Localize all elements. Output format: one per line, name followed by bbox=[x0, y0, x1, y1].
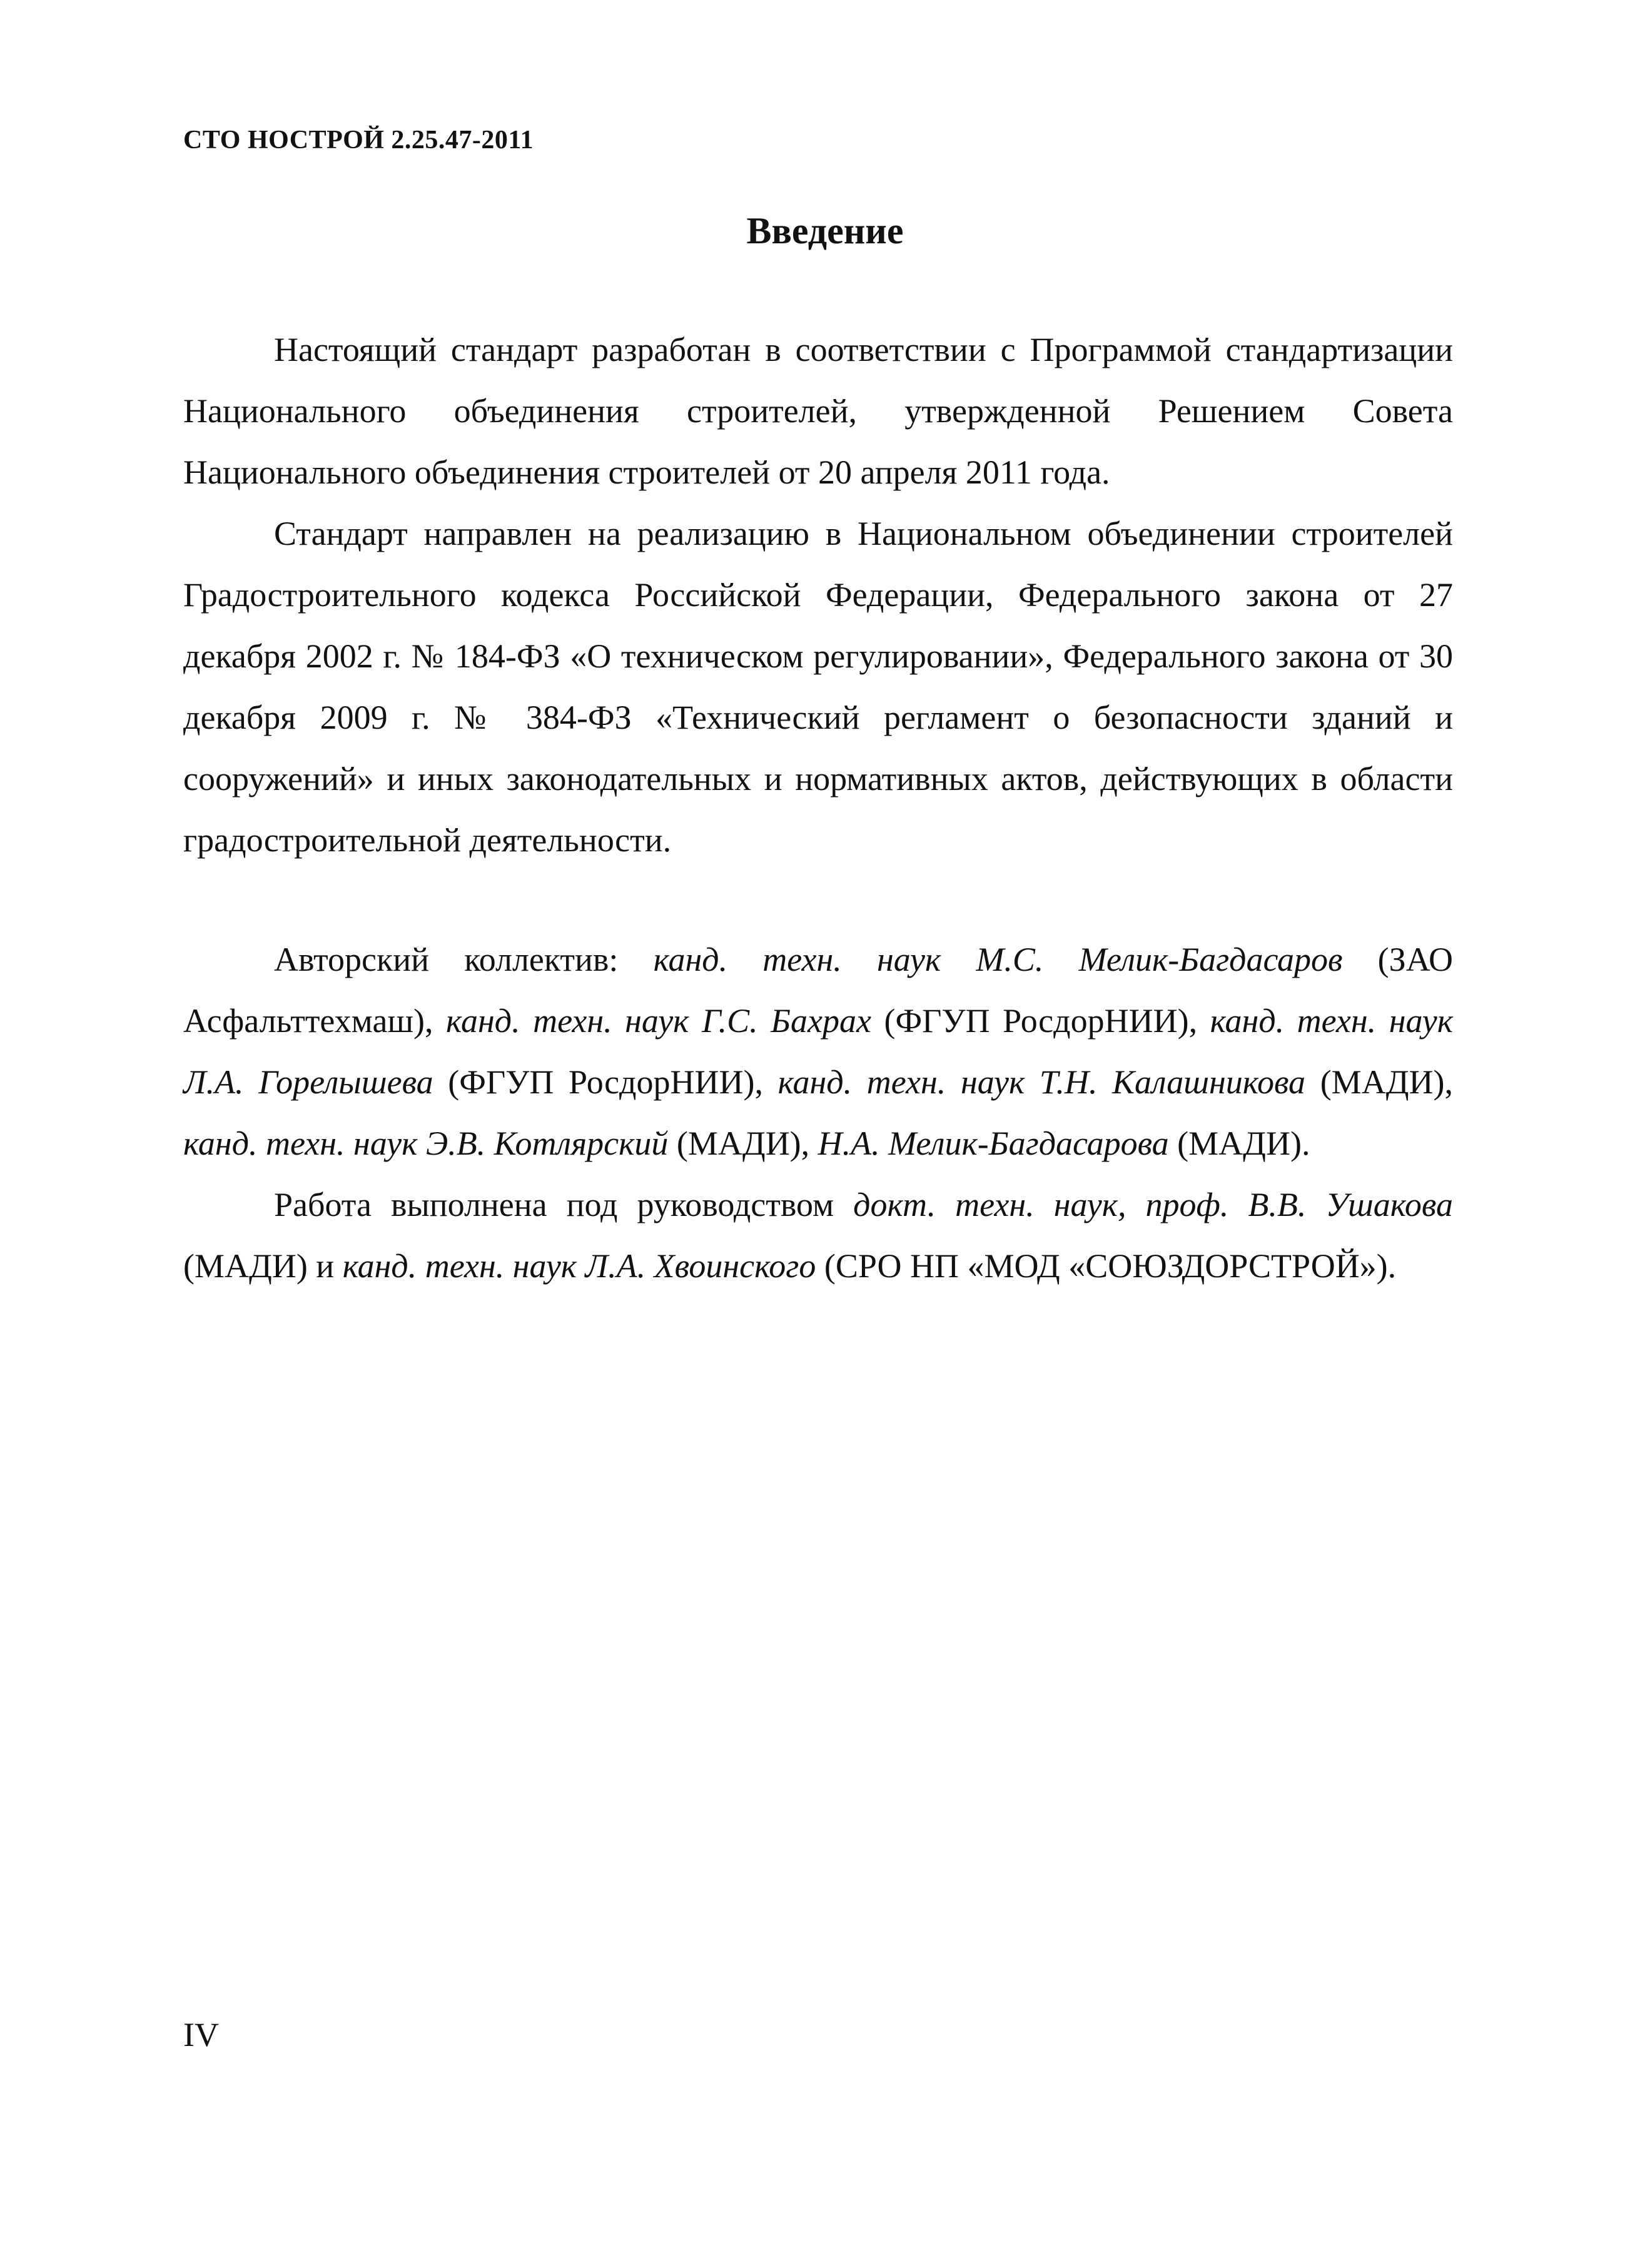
paragraph-purpose: Стандарт направлен на реализацию в Национальном объединении строителей Градостроительного кодекса Российской Федерации, Федерального закона от 27 декабря 2002 г. № 184-ФЗ «О техническом регулировании», Федерального закона от 30 декабря 2009 г. № 384-ФЗ «Технический регламент о безопасности зданий и сооружений» и иных законодательных и нормативных актов, действующих в области градостроительной деятельности. bbox=[183, 515, 1453, 859]
authors-intro: Авторский коллектив: bbox=[274, 941, 654, 978]
document-body bbox=[183, 319, 1453, 1297]
document-code-header: СТО НОСТРОЙ 2.25.47-2011 bbox=[183, 126, 534, 154]
supervisor-organization: (МАДИ) и bbox=[183, 1247, 343, 1285]
author-name: Н.А. Мелик-Багдасарова bbox=[818, 1125, 1169, 1162]
author-name: канд. техн. наук Т.Н. Калашникова bbox=[777, 1063, 1306, 1101]
author-name: канд. техн. наук Л.А. Горелышева bbox=[183, 1002, 1454, 1101]
author-organization: (ФГУП РосдорНИИ), bbox=[871, 1002, 1210, 1040]
supervisor-name: канд. техн. наук Л.А. Хвоинского bbox=[342, 1247, 816, 1285]
supervisor-organization: (СРО НП «МОД «СОЮЗДОРСТРОЙ»). bbox=[816, 1247, 1397, 1285]
paragraph-authors bbox=[183, 929, 1453, 1174]
author-organization: (ЗАО Асфальттехмаш), bbox=[183, 941, 1454, 1040]
author-organization: (МАДИ), bbox=[668, 1125, 818, 1162]
supervisor-name: докт. техн. наук, проф. В.В. Ушакова bbox=[853, 1186, 1453, 1223]
paragraph-spacer bbox=[183, 871, 1453, 929]
page-number: IV bbox=[183, 2016, 219, 2053]
section-title: Введение bbox=[746, 210, 904, 251]
author-organization: (ФГУП РосдорНИИ), bbox=[433, 1063, 778, 1101]
author-organization: (МАДИ), bbox=[1305, 1063, 1454, 1101]
author-name: канд. техн. наук М.С. Мелик-Багдасаров bbox=[653, 941, 1343, 978]
author-name: канд. техн. наук Г.С. Бахрах bbox=[446, 1002, 871, 1040]
supervision-intro: Работа выполнена под руководством bbox=[274, 1186, 854, 1223]
paragraph-program: Настоящий стандарт разработан в соответствии с Программой стандартизации Национального объединения строителей, утвержденной Решением Совета Национального объединения строителей от 20 апреля 2011 года. bbox=[183, 331, 1453, 491]
paragraph-supervision bbox=[183, 1174, 1453, 1297]
author-organization: (МАДИ). bbox=[1168, 1125, 1310, 1162]
author-name: канд. техн. наук Э.В. Котлярский bbox=[183, 1125, 669, 1162]
